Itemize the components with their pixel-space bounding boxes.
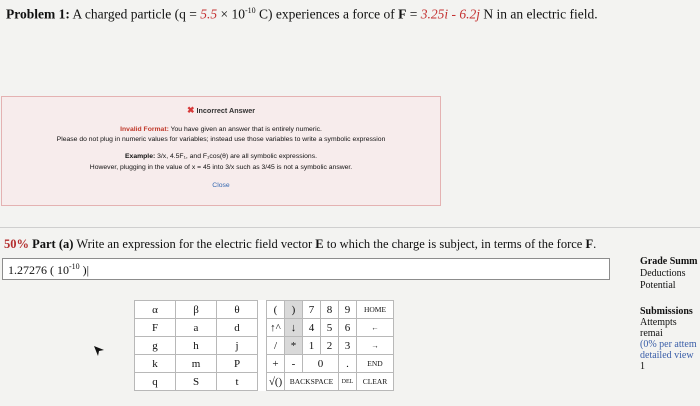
example-label: Example: xyxy=(125,153,156,160)
feedback-line-invalid xyxy=(2,126,440,133)
key-j[interactable]: j xyxy=(217,337,258,355)
key-1[interactable]: 1 xyxy=(303,337,321,355)
charge-mantissa: 5.5 xyxy=(200,6,218,22)
problem-statement xyxy=(6,6,696,23)
key-decimal[interactable]: . xyxy=(339,355,357,373)
grade-summary-title: Grade Summ xyxy=(640,256,698,267)
mouse-cursor-icon xyxy=(93,345,105,357)
section-divider xyxy=(0,227,700,228)
key-F[interactable]: F xyxy=(135,319,176,337)
key-8[interactable]: 8 xyxy=(321,301,339,319)
key-superscript[interactable]: ↑^ xyxy=(267,319,285,337)
feedback-title: Incorrect Answer xyxy=(196,106,255,115)
key-beta[interactable]: β xyxy=(176,301,217,319)
key-home[interactable]: HOME xyxy=(357,301,394,319)
grade-summary xyxy=(640,256,698,292)
key-m[interactable]: m xyxy=(176,355,217,373)
key-h[interactable]: h xyxy=(176,337,217,355)
key-2[interactable]: 2 xyxy=(321,337,339,355)
key-d[interactable]: d xyxy=(217,319,258,337)
key-divide[interactable]: / xyxy=(267,337,285,355)
key-t[interactable]: t xyxy=(217,373,258,391)
part-a-percent: 50% xyxy=(4,237,29,251)
answer-input[interactable] xyxy=(2,258,610,280)
key-alpha[interactable]: α xyxy=(135,301,176,319)
key-multiply[interactable]: * xyxy=(285,337,303,355)
feedback-line-4: However, plugging in the value of x = 45 into 3/x such as 3/45 is not a symbolic answer. xyxy=(89,164,353,171)
key-k[interactable]: k xyxy=(135,355,176,373)
feedback-dialog xyxy=(1,96,441,206)
submissions-panel xyxy=(640,306,700,372)
key-theta[interactable]: θ xyxy=(217,301,258,319)
charge-exponent: -10 xyxy=(244,6,256,15)
key-close-paren[interactable]: ) xyxy=(285,301,303,319)
key-backspace[interactable]: BACKSPACE xyxy=(285,373,339,391)
submissions-title: Submissions xyxy=(640,306,693,317)
vector-f: F xyxy=(585,237,594,251)
key-9[interactable]: 9 xyxy=(339,301,357,319)
answer-exponent: -10 xyxy=(69,262,80,271)
feedback-header xyxy=(2,105,440,116)
key-del[interactable]: DEL xyxy=(339,373,357,391)
key-minus[interactable]: - xyxy=(285,355,303,373)
problem-text-after: N in an electric field. xyxy=(479,6,598,22)
key-g[interactable]: g xyxy=(135,337,176,355)
force-symbol: F xyxy=(398,6,407,22)
key-left-arrow[interactable]: ← xyxy=(357,319,394,337)
key-4[interactable]: 4 xyxy=(303,319,321,337)
force-eq: = xyxy=(406,6,421,22)
error-icon: ✖ xyxy=(187,105,195,115)
per-attempt-penalty: (0% per attem xyxy=(640,339,697,350)
vector-e: E xyxy=(315,237,324,251)
answer-base: 1.27276 ( 10 xyxy=(8,263,69,277)
attempts-remaining: Attempts remai xyxy=(640,317,677,339)
charge-unit: C) experiences a force of xyxy=(255,6,399,22)
key-right-arrow[interactable]: → xyxy=(357,337,394,355)
key-subscript[interactable]: ↓ xyxy=(285,319,303,337)
invalid-format-label: Invalid Format: xyxy=(120,126,169,133)
part-a-text-end: . xyxy=(593,237,597,251)
part-a-label: Part (a) xyxy=(29,237,74,251)
potential-label: Potential xyxy=(640,280,676,291)
keypad xyxy=(134,300,394,391)
key-0[interactable]: 0 xyxy=(303,355,339,373)
feedback-line-2: Please do not plug in numeric values for variables; instead use those variables to write a symbolic expression xyxy=(56,136,386,143)
part-a-question xyxy=(4,237,596,252)
answer-tail: )| xyxy=(79,263,90,277)
key-q[interactable]: q xyxy=(135,373,176,391)
key-sqrt[interactable]: √() xyxy=(267,373,285,391)
invalid-format-text: You have given an answer that is entirely numeric. xyxy=(168,126,322,133)
key-P[interactable]: P xyxy=(217,355,258,373)
force-value: 3.25i - 6.2j xyxy=(420,6,480,22)
problem-label: Problem 1: xyxy=(6,6,70,22)
key-plus[interactable]: + xyxy=(267,355,285,373)
submission-count: 1 xyxy=(640,361,645,372)
feedback-example-line xyxy=(2,153,440,160)
detailed-view-link[interactable]: detailed view xyxy=(640,350,694,361)
charge-times: × 10 xyxy=(217,6,245,22)
key-open-paren[interactable]: ( xyxy=(267,301,285,319)
key-end[interactable]: END xyxy=(357,355,394,373)
close-link[interactable]: Close xyxy=(212,182,230,189)
key-6[interactable]: 6 xyxy=(339,319,357,337)
key-5[interactable]: 5 xyxy=(321,319,339,337)
deductions-label: Deductions xyxy=(640,268,686,279)
key-a[interactable]: a xyxy=(176,319,217,337)
key-S[interactable]: S xyxy=(176,373,217,391)
problem-text-before: A charged particle (q = xyxy=(72,6,201,22)
part-a-text: Write an expression for the electric field vector xyxy=(73,237,316,251)
key-3[interactable]: 3 xyxy=(339,337,357,355)
example-text: 3/x, 4.5F₁, and F₁cos(θ) are all symbolic expressions. xyxy=(155,153,317,160)
key-7[interactable]: 7 xyxy=(303,301,321,319)
part-a-text-mid: to which the charge is subject, in terms of the force xyxy=(323,237,586,251)
key-clear[interactable]: CLEAR xyxy=(357,373,394,391)
